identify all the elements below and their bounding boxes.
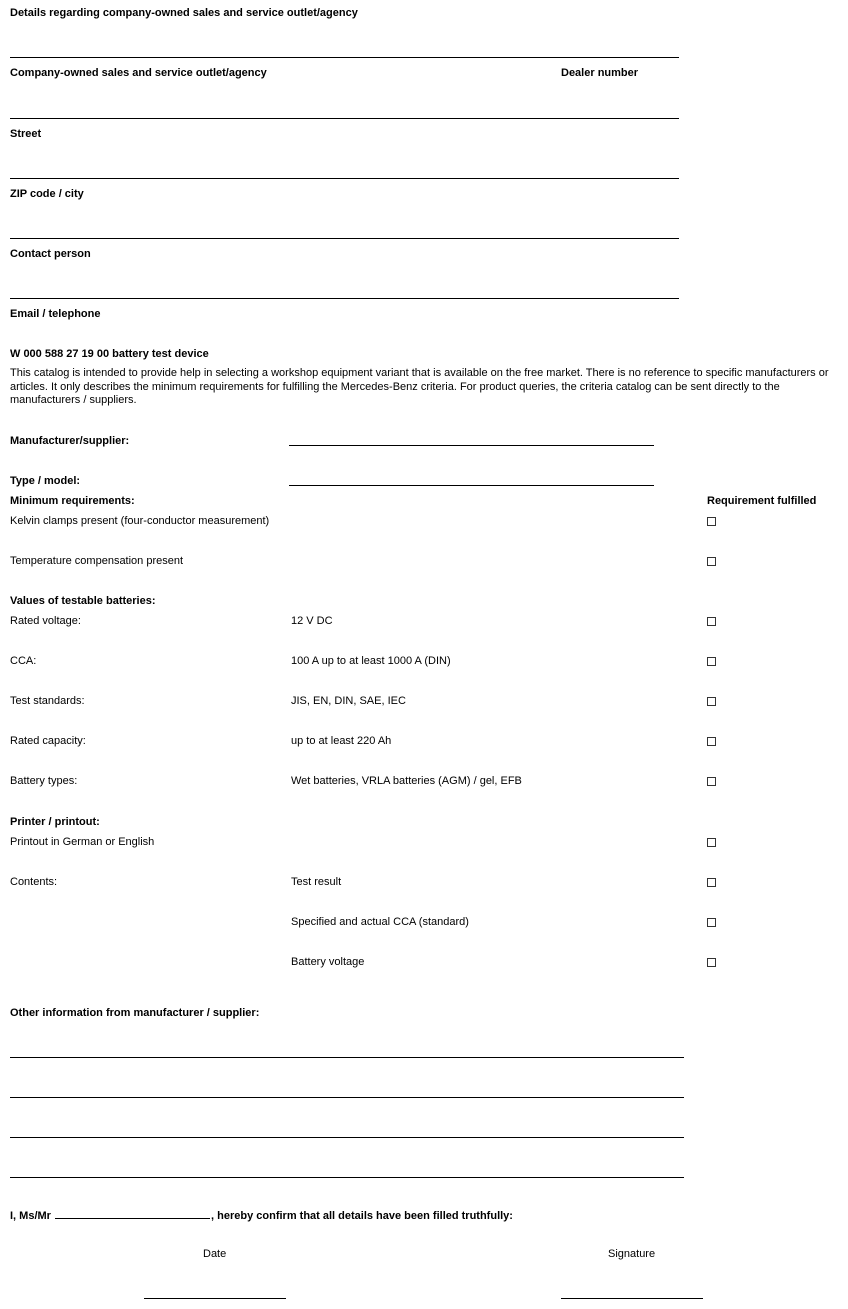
cca-standard-checkbox[interactable] — [707, 918, 716, 927]
name-line[interactable] — [55, 1208, 210, 1219]
confirmation-suffix: , hereby confirm that all details have been filled truthfully: — [211, 1210, 513, 1222]
manufacturer-label: Manufacturer/supplier: — [10, 435, 130, 447]
battery-types-value: Wet batteries, VRLA batteries (AGM) / gel, EFB — [291, 775, 522, 787]
email-phone-label: Email / telephone — [10, 308, 101, 320]
cca-checkbox[interactable] — [707, 657, 716, 666]
signature-label: Signature — [608, 1248, 656, 1260]
test-standards-value: JIS, EN, DIN, SAE, IEC — [291, 695, 406, 707]
battery-types-checkbox[interactable] — [707, 777, 716, 786]
other-info-line-1[interactable] — [10, 1057, 684, 1058]
other-info-heading: Other information from manufacturer / supplier: — [10, 1007, 260, 1019]
device-description: This catalog is intended to provide help in selecting a workshop equipment variant that is available on the free market. There is no reference to specific manufacturers or articles. It only describes the minimum requirements for fulfilling the Mercedes-Benz criteria. For product queries, the criteria catalog can be sent directly to the manufacturers / suppliers. — [10, 367, 829, 406]
cca-value: 100 A up to at least 1000 A (DIN) — [291, 655, 451, 667]
street-label: Street — [10, 128, 42, 140]
page-title: Details regarding company-owned sales and service outlet/agency — [10, 7, 358, 19]
zip-city-label: ZIP code / city — [10, 188, 84, 200]
type-model-line[interactable] — [289, 485, 654, 486]
testable-batteries-heading: Values of testable batteries: — [10, 595, 156, 607]
signature-line[interactable] — [561, 1298, 703, 1299]
dealer-number-label: Dealer number — [561, 67, 639, 79]
rated-capacity-checkbox[interactable] — [707, 737, 716, 746]
date-line[interactable] — [144, 1298, 286, 1299]
requirement-fulfilled-heading: Requirement fulfilled — [707, 495, 817, 507]
kelvin-clamps-checkbox[interactable] — [707, 517, 716, 526]
battery-voltage-checkbox[interactable] — [707, 958, 716, 967]
contents-battery-voltage: Battery voltage — [291, 956, 365, 968]
temperature-compensation-label: Temperature compensation present — [10, 555, 184, 567]
printout-language-label: Printout in German or English — [10, 836, 155, 848]
email-phone-line[interactable] — [10, 298, 679, 299]
temperature-compensation-checkbox[interactable] — [707, 557, 716, 566]
contents-cca: Specified and actual CCA (standard) — [291, 916, 469, 928]
confirmation-prefix: I, Ms/Mr — [10, 1210, 51, 1222]
street-line[interactable] — [10, 118, 679, 119]
test-result-checkbox[interactable] — [707, 878, 716, 887]
zip-city-line[interactable] — [10, 178, 679, 179]
other-info-line-3[interactable] — [10, 1137, 684, 1138]
rated-voltage-value: 12 V DC — [291, 615, 333, 627]
rated-voltage-checkbox[interactable] — [707, 617, 716, 626]
type-model-label: Type / model: — [10, 475, 81, 487]
rated-capacity-value: up to at least 220 Ah — [291, 735, 392, 747]
test-standards-label: Test standards: — [10, 695, 85, 707]
other-info-line-2[interactable] — [10, 1097, 684, 1098]
cca-label: CCA: — [10, 655, 37, 667]
device-title: W 000 588 27 19 00 battery test device — [10, 348, 209, 360]
confirmation-statement — [10, 1208, 513, 1223]
outlet-line[interactable] — [10, 57, 679, 58]
manufacturer-line[interactable] — [289, 445, 654, 446]
contents-test-result: Test result — [291, 876, 342, 888]
battery-types-label: Battery types: — [10, 775, 78, 787]
rated-capacity-label: Rated capacity: — [10, 735, 86, 747]
min-requirements-heading: Minimum requirements: — [10, 495, 135, 507]
printer-heading: Printer / printout: — [10, 816, 100, 828]
rated-voltage-label: Rated voltage: — [10, 615, 81, 627]
contact-label: Contact person — [10, 248, 91, 260]
other-info-line-4[interactable] — [10, 1177, 684, 1178]
test-standards-checkbox[interactable] — [707, 697, 716, 706]
contents-label: Contents: — [10, 876, 58, 888]
outlet-label: Company-owned sales and service outlet/agency — [10, 67, 267, 79]
kelvin-clamps-label: Kelvin clamps present (four-conductor measurement) — [10, 515, 270, 527]
contact-line[interactable] — [10, 238, 679, 239]
date-label: Date — [203, 1248, 227, 1260]
printout-language-checkbox[interactable] — [707, 838, 716, 847]
